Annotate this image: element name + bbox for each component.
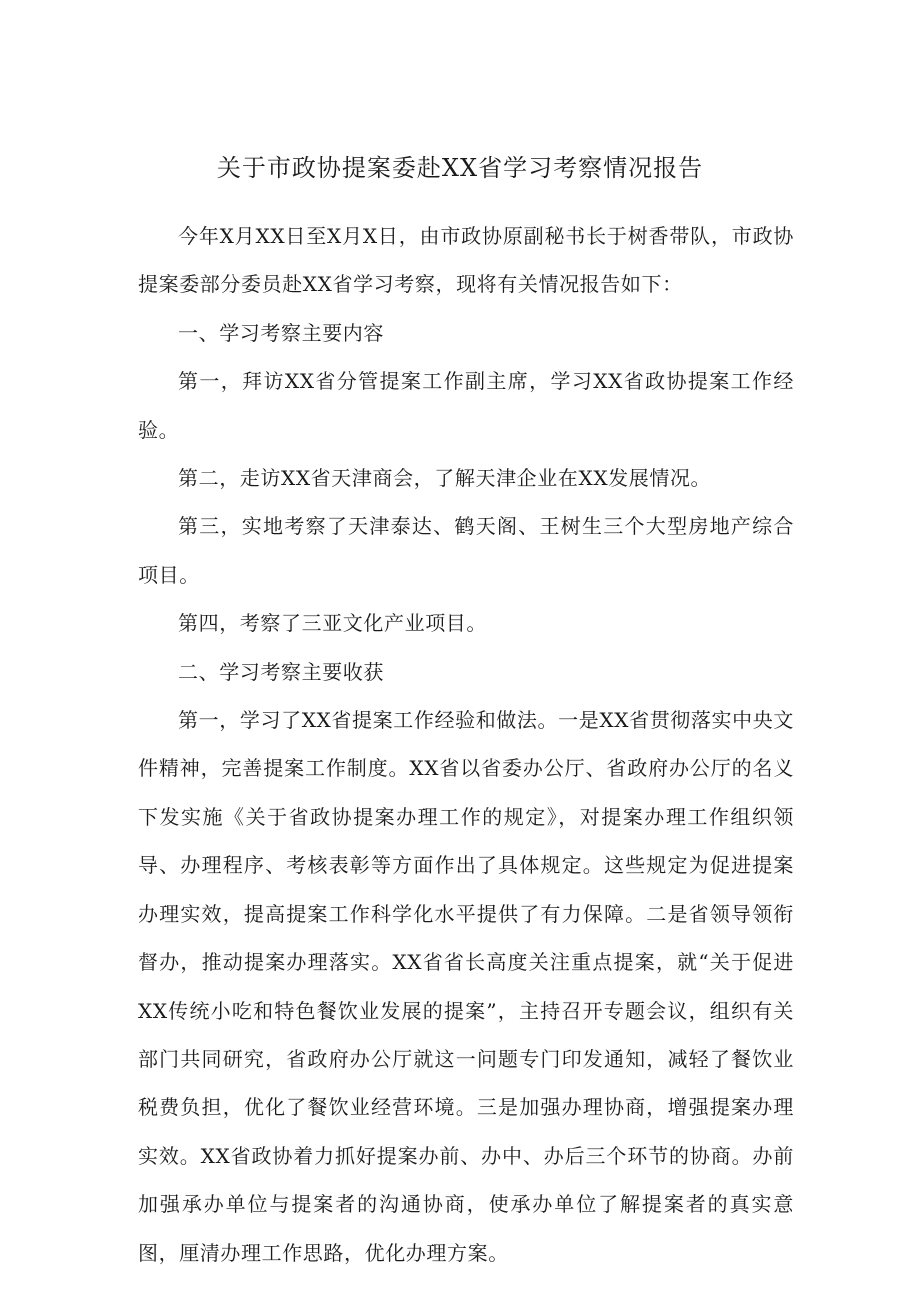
section-heading-2: 二、学习考察主要收获 <box>178 659 384 684</box>
list-item: 第四，考察了三亚文化产业项目。 <box>178 611 487 636</box>
list-item: 第一，拜访XX省分管提案工作副主席，学习XX省政协提案工作经验。 <box>138 369 794 442</box>
list-item: 第二，走访XX省天津商会，了解天津企业在XX发展情况。 <box>178 466 712 491</box>
document-title: 关于市政协提案委赴XX省学习考察情况报告 <box>216 154 704 182</box>
list-item: 第三，实地考察了天津泰达、鹤天阁、王树生三个大型房地产综合项目。 <box>138 514 794 587</box>
intro-paragraph: 今年X月XX日至X月X日，由市政协原副秘书长于树香带队，市政协提案委部分委员赴XX省学习考察，现将有关情况报告如下： <box>138 224 794 297</box>
section-heading-1: 一、学习考察主要内容 <box>178 320 384 345</box>
body-paragraph: 第一，学习了XX省提案工作经验和做法。一是XX省贯彻落实中央文件精神，完善提案工作制度。XX省以省委办公厅、省政府办公厅的名义下发实施《关于省政协提案办理工作的规定》，对提案办理工作组织领导、办理程序、考核表彰等方面作出了具体规定。这些规定为促进提案办理实效，提高提案工作科学化水平提供了有力保障。二是省领导领衔督办，推动提案办理落实。XX省省长高度关注重点提案，就“关于促进XX传统小吃和特色餐饮业发展的提案”，主持召开专题会议，组织有关部门共同研究，省政府办公厅就这一问题专门印发通知，减轻了餐饮业税费负担，优化了餐饮业经营环境。三是加强办理协商，增强提案办理实效。XX省政协着力抓好提案办前、办中、办后三个环节的协商。办前加强承办单位与提案者的沟通协商，使承办单位了解提案者的真实意图，厘清办理工作思路，优化办理方案。 <box>138 708 794 1265</box>
document-body <box>138 212 794 1277</box>
